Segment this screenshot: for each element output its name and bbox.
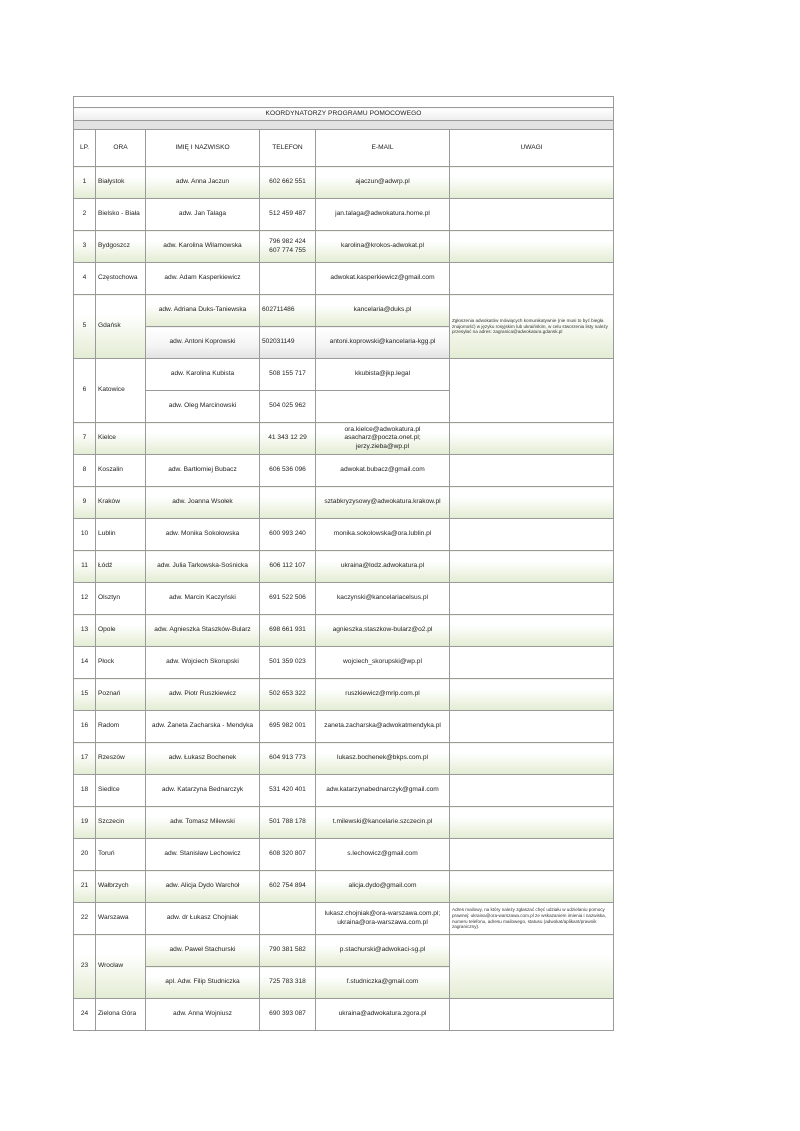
table-row bbox=[74, 551, 614, 583]
row-ora: Opole bbox=[96, 615, 146, 647]
row-ora: Toruń bbox=[96, 839, 146, 871]
row-email: ora.kielce@adwokatura.pl asacharz@poczta.onet.pl; jerzy.zieba@wp.pl bbox=[316, 423, 450, 455]
table-row bbox=[74, 679, 614, 711]
table-row bbox=[74, 935, 614, 967]
row-email: karolina@krokos-adwokat.pl bbox=[316, 231, 450, 263]
table-row bbox=[74, 839, 614, 871]
row-phone: 604 913 773 bbox=[260, 743, 316, 775]
row-notes bbox=[450, 519, 614, 551]
row-name: adw. Alicja Dydo Warchoł bbox=[146, 871, 260, 903]
row-ora: Łódź bbox=[96, 551, 146, 583]
row-email: zaneta.zacharska@adwokatmendyka.pl bbox=[316, 711, 450, 743]
row-email: alicja.dydo@gmail.com bbox=[316, 871, 450, 903]
coordinators-table bbox=[73, 96, 614, 1031]
row-lp: 21 bbox=[74, 871, 96, 903]
row-ora: Gdańsk bbox=[96, 295, 146, 359]
row-email: ajaczun@adwrp.pl bbox=[316, 167, 450, 199]
row-name: adw. Antoni Koprowski bbox=[146, 327, 260, 359]
row-email bbox=[316, 391, 450, 423]
table-row bbox=[74, 711, 614, 743]
row-notes bbox=[450, 263, 614, 295]
row-notes bbox=[450, 551, 614, 583]
row-email: antoni.koprowski@kancelaria-kgg.pl bbox=[316, 327, 450, 359]
title-band bbox=[74, 121, 614, 130]
row-name: adw. Anna Wojniusz bbox=[146, 999, 260, 1031]
row-lp: 23 bbox=[74, 935, 96, 999]
row-phone: 608 320 807 bbox=[260, 839, 316, 871]
row-name: adw. Joanna Wsołek bbox=[146, 487, 260, 519]
row-name: adw. Łukasz Bochenek bbox=[146, 743, 260, 775]
table-row bbox=[74, 295, 614, 327]
row-notes bbox=[450, 359, 614, 423]
row-notes bbox=[450, 231, 614, 263]
row-name: adw. Karolina Kubista bbox=[146, 359, 260, 391]
row-notes bbox=[450, 679, 614, 711]
table-row bbox=[74, 999, 614, 1031]
row-phone: 504 025 962 bbox=[260, 391, 316, 423]
row-notes bbox=[450, 871, 614, 903]
table-row bbox=[74, 903, 614, 935]
table-row bbox=[74, 423, 614, 455]
row-lp: 6 bbox=[74, 359, 96, 423]
row-notes bbox=[450, 615, 614, 647]
row-lp: 1 bbox=[74, 167, 96, 199]
row-phone: 695 982 001 bbox=[260, 711, 316, 743]
row-name: adw. dr Łukasz Chojniak bbox=[146, 903, 260, 935]
row-phone bbox=[260, 263, 316, 295]
header-name: IMIĘ I NAZWISKO bbox=[146, 130, 260, 167]
table-row bbox=[74, 167, 614, 199]
row-lp: 8 bbox=[74, 455, 96, 487]
row-ora: Bielsko - Biała bbox=[96, 199, 146, 231]
row-phone: 725 783 318 bbox=[260, 967, 316, 999]
row-name: adw. Karolina Wilamowska bbox=[146, 231, 260, 263]
row-name: adw. Tomasz Milewski bbox=[146, 807, 260, 839]
row-email: ukraina@adwokatura.zgora.pl bbox=[316, 999, 450, 1031]
row-lp: 24 bbox=[74, 999, 96, 1031]
row-email: lukasz.chojniak@ora-warszawa.com.pl; ukraina@ora-warszawa.com.pl bbox=[316, 903, 450, 935]
row-lp: 10 bbox=[74, 519, 96, 551]
row-phone: 501 788 178 bbox=[260, 807, 316, 839]
row-lp: 19 bbox=[74, 807, 96, 839]
row-name: adw. Monika Sokołowska bbox=[146, 519, 260, 551]
table-row bbox=[74, 487, 614, 519]
row-email: kancelaria@duks.pl bbox=[316, 295, 450, 327]
row-email: wojciech_skorupski@wp.pl bbox=[316, 647, 450, 679]
row-notes: Adres mailowy, na który należy zgłaszać chęć udziału w udzielaniu pomocy prawnej: ukraina@ora-warszawa.com.pl ze wskazaniem imienia i nazwiska, numeru telefonu, adresu mailowego, statusu (adwokat/aplikant/prawnik zagraniczny). bbox=[450, 903, 614, 935]
row-name: adw. Julia Tarkowska-Sośnicka bbox=[146, 551, 260, 583]
row-notes bbox=[450, 423, 614, 455]
row-phone: 600 993 240 bbox=[260, 519, 316, 551]
table-row bbox=[74, 519, 614, 551]
row-lp: 18 bbox=[74, 775, 96, 807]
row-lp: 12 bbox=[74, 583, 96, 615]
table-row bbox=[74, 231, 614, 263]
row-name: adw. Bartłomiej Bubacz bbox=[146, 455, 260, 487]
row-email: kkubista@jkp.legal bbox=[316, 359, 450, 391]
row-email: lukasz.bochenek@bkps.com.pl bbox=[316, 743, 450, 775]
row-phone: 796 982 424 607 774 755 bbox=[260, 231, 316, 263]
row-name: adw. Agnieszka Staszków-Bularz bbox=[146, 615, 260, 647]
row-name: adw. Adam Kasperkiewicz bbox=[146, 263, 260, 295]
row-notes bbox=[450, 167, 614, 199]
row-lp: 16 bbox=[74, 711, 96, 743]
row-notes bbox=[450, 807, 614, 839]
header-email: E-MAIL bbox=[316, 130, 450, 167]
row-ora: Siedlce bbox=[96, 775, 146, 807]
row-lp: 7 bbox=[74, 423, 96, 455]
row-notes: Zgłoszenia adwokatów mówiących komunikatywnie (nie musi to być biegła znajomość) w języku rosyjskim lub ukraińskim, w celu stworzenia listy należy przesyłać na adres: zagranica@adwokatura.gdansk.pl bbox=[450, 295, 614, 359]
row-phone bbox=[260, 903, 316, 935]
table-row bbox=[74, 359, 614, 391]
row-email: adwokat.kasperkiewicz@gmail.com bbox=[316, 263, 450, 295]
row-email: agnieszka.staszkow-bularz@o2.pl bbox=[316, 615, 450, 647]
table-row bbox=[74, 807, 614, 839]
table-title: KOORDYNATORZY PROGRAMU POMOCOWEGO bbox=[74, 108, 614, 121]
table-row bbox=[74, 615, 614, 647]
header-lp: LP. bbox=[74, 130, 96, 167]
row-phone: 41 343 12 29 bbox=[260, 423, 316, 455]
row-ora: Olsztyn bbox=[96, 583, 146, 615]
row-name: adw. Katarzyna Bednarczyk bbox=[146, 775, 260, 807]
row-ora: Kielce bbox=[96, 423, 146, 455]
row-lp: 2 bbox=[74, 199, 96, 231]
table-row bbox=[74, 263, 614, 295]
row-notes bbox=[450, 775, 614, 807]
row-lp: 15 bbox=[74, 679, 96, 711]
table-row bbox=[74, 455, 614, 487]
row-name bbox=[146, 423, 260, 455]
row-ora: Szczecin bbox=[96, 807, 146, 839]
row-notes bbox=[450, 999, 614, 1031]
table-row bbox=[74, 199, 614, 231]
row-phone: 502 653 322 bbox=[260, 679, 316, 711]
row-lp: 17 bbox=[74, 743, 96, 775]
row-lp: 11 bbox=[74, 551, 96, 583]
row-name: adw. Wojciech Skorupski bbox=[146, 647, 260, 679]
row-ora: Białystok bbox=[96, 167, 146, 199]
row-name: adw. Piotr Ruszkiewicz bbox=[146, 679, 260, 711]
row-ora: Kraków bbox=[96, 487, 146, 519]
row-ora: Zielona Góra bbox=[96, 999, 146, 1031]
row-phone: 606 112 107 bbox=[260, 551, 316, 583]
row-lp: 20 bbox=[74, 839, 96, 871]
row-lp: 4 bbox=[74, 263, 96, 295]
row-notes bbox=[450, 583, 614, 615]
row-phone: 501 359 023 bbox=[260, 647, 316, 679]
row-phone: 602711486 bbox=[260, 295, 316, 327]
row-phone: 512 459 487 bbox=[260, 199, 316, 231]
row-phone: 698 661 931 bbox=[260, 615, 316, 647]
row-email: t.milewski@kancelarie.szczecin.pl bbox=[316, 807, 450, 839]
row-ora: Poznań bbox=[96, 679, 146, 711]
row-phone: 508 155 717 bbox=[260, 359, 316, 391]
row-ora: Bydgoszcz bbox=[96, 231, 146, 263]
header-row bbox=[74, 130, 614, 167]
row-ora: Rzeszów bbox=[96, 743, 146, 775]
row-ora: Koszalin bbox=[96, 455, 146, 487]
table-row bbox=[74, 871, 614, 903]
row-email: kaczynski@kancelariacelsus.pl bbox=[316, 583, 450, 615]
row-name: adw. Anna Jaczun bbox=[146, 167, 260, 199]
row-phone: 690 393 087 bbox=[260, 999, 316, 1031]
row-ora: Lublin bbox=[96, 519, 146, 551]
row-notes bbox=[450, 935, 614, 999]
row-notes bbox=[450, 839, 614, 871]
table-row bbox=[74, 647, 614, 679]
row-ora: Wałbrzych bbox=[96, 871, 146, 903]
row-lp: 3 bbox=[74, 231, 96, 263]
table-row bbox=[74, 583, 614, 615]
row-notes bbox=[450, 199, 614, 231]
row-ora: Warszawa bbox=[96, 903, 146, 935]
row-phone: 790 381 582 bbox=[260, 935, 316, 967]
row-lp: 9 bbox=[74, 487, 96, 519]
row-name: adw. Oleg Marcinowski bbox=[146, 391, 260, 423]
row-phone bbox=[260, 487, 316, 519]
row-phone: 691 522 506 bbox=[260, 583, 316, 615]
row-phone: 531 420 401 bbox=[260, 775, 316, 807]
row-email: sztabkryzysowy@adwokatura.krakow.pl bbox=[316, 487, 450, 519]
row-email: s.lechowicz@gmail.com bbox=[316, 839, 450, 871]
row-email: p.stachurski@adwokaci-sg.pl bbox=[316, 935, 450, 967]
row-notes bbox=[450, 647, 614, 679]
row-phone: 502031149 bbox=[260, 327, 316, 359]
row-name: adw. Marcin Kaczyński bbox=[146, 583, 260, 615]
row-email: adwokat.bubacz@gmail.com bbox=[316, 455, 450, 487]
row-name: apl. Adw. Filip Studniczka bbox=[146, 967, 260, 999]
header-ora: ORA bbox=[96, 130, 146, 167]
row-name: adw. Jan Talaga bbox=[146, 199, 260, 231]
top-spacer bbox=[74, 97, 614, 108]
row-email: monika.sokolowska@ora.lublin.pl bbox=[316, 519, 450, 551]
row-email: ruszkiewicz@mrlp.com.pl bbox=[316, 679, 450, 711]
row-ora: Częstochowa bbox=[96, 263, 146, 295]
row-lp: 5 bbox=[74, 295, 96, 359]
row-email: adw.katarzynabednarczyk@gmail.com bbox=[316, 775, 450, 807]
row-notes bbox=[450, 743, 614, 775]
row-notes bbox=[450, 711, 614, 743]
row-lp: 13 bbox=[74, 615, 96, 647]
row-lp: 14 bbox=[74, 647, 96, 679]
row-ora: Katowice bbox=[96, 359, 146, 423]
row-phone: 606 536 096 bbox=[260, 455, 316, 487]
header-notes: UWAGI bbox=[450, 130, 614, 167]
row-ora: Radom bbox=[96, 711, 146, 743]
row-name: adw. Stanisław Lechowicz bbox=[146, 839, 260, 871]
row-email: f.studniczka@gmail.com bbox=[316, 967, 450, 999]
row-phone: 602 662 551 bbox=[260, 167, 316, 199]
table-row bbox=[74, 743, 614, 775]
row-notes bbox=[450, 487, 614, 519]
row-ora: Płock bbox=[96, 647, 146, 679]
row-name: adw. Żaneta Zacharska - Mendyka bbox=[146, 711, 260, 743]
row-ora: Wrocław bbox=[96, 935, 146, 999]
row-email: jan.talaga@adwokatura.home.pl bbox=[316, 199, 450, 231]
row-phone: 602 754 894 bbox=[260, 871, 316, 903]
row-name: adw. Paweł Stachurski bbox=[146, 935, 260, 967]
row-name: adw. Adriana Duks-Taniewska bbox=[146, 295, 260, 327]
row-lp: 22 bbox=[74, 903, 96, 935]
header-phone: TELEFON bbox=[260, 130, 316, 167]
table-row bbox=[74, 775, 614, 807]
row-email: ukraina@lodz.adwokatura.pl bbox=[316, 551, 450, 583]
row-notes bbox=[450, 455, 614, 487]
